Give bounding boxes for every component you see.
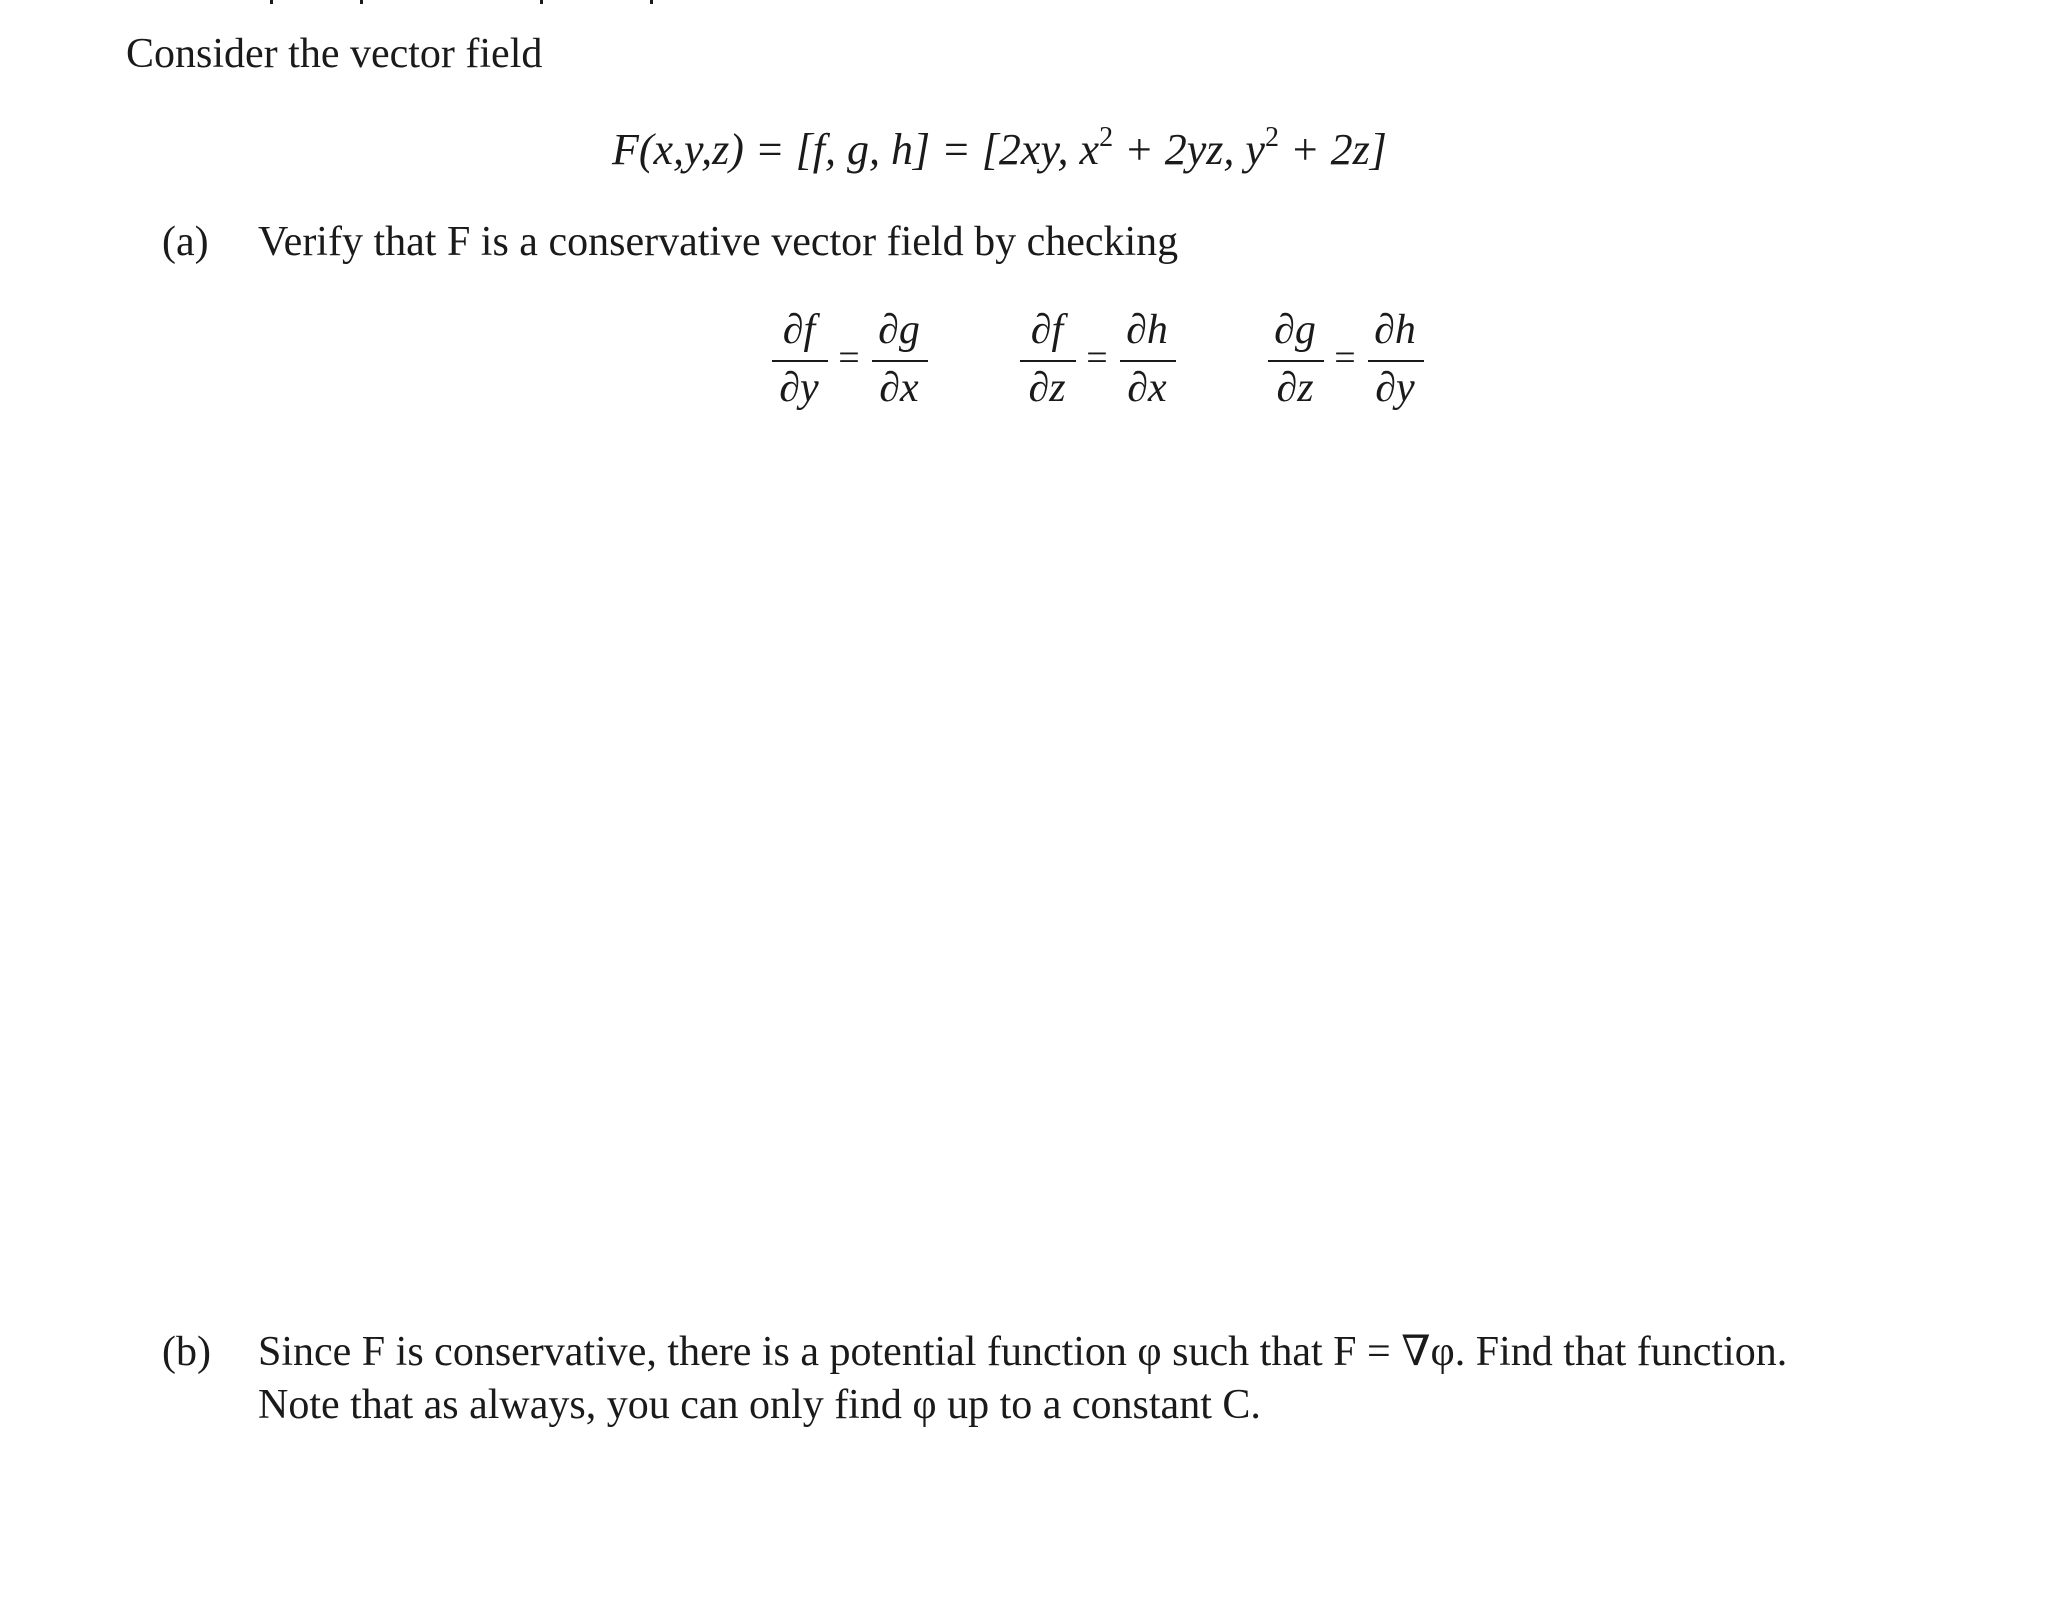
fraction-bar — [1268, 360, 1324, 362]
condition-3-left-num: ∂g — [1274, 307, 1316, 353]
condition-2-left-den: ∂z — [1028, 365, 1066, 411]
part-b-line-1: Since F is conservative, there is a potential function φ such that F = ∇φ. Find that function. — [258, 1329, 1788, 1375]
part-b-line-2: Note that as always, you can only find φ up to a constant C. — [258, 1382, 1261, 1428]
part-b-label: (b) — [162, 1329, 211, 1375]
condition-1-left-num: ∂f — [782, 307, 816, 353]
condition-2-right-den: ∂x — [1127, 365, 1167, 411]
condition-1-equals: = — [838, 337, 860, 379]
equation-exponent-1: 2 — [1099, 122, 1114, 154]
fraction-bar — [1368, 360, 1424, 362]
condition-2-right-num: ∂h — [1126, 307, 1168, 353]
condition-1-right-num: ∂g — [878, 307, 920, 353]
fraction-bar — [872, 360, 928, 362]
condition-1-right-den: ∂x — [879, 365, 919, 411]
equation-lhs: F(x,y,z) = [f, g, h] = [2xy, x — [612, 125, 1100, 174]
fraction-bar — [1020, 360, 1076, 362]
condition-2-left-fraction — [1016, 304, 1078, 424]
cropped-previous-line — [0, 0, 2046, 6]
condition-1-left-den: ∂y — [779, 365, 819, 411]
condition-3-left-fraction — [1264, 304, 1326, 424]
equation-middle: + 2yz, y — [1113, 125, 1265, 174]
part-a-label: (a) — [162, 219, 209, 265]
fraction-bar — [1120, 360, 1176, 362]
equation-exponent-2: 2 — [1264, 122, 1279, 154]
condition-2-left-num: ∂f — [1030, 307, 1064, 353]
condition-3-left-den: ∂z — [1276, 365, 1314, 411]
condition-2-equals: = — [1086, 337, 1108, 379]
condition-3-right-num: ∂h — [1374, 307, 1416, 353]
condition-3-right-fraction — [1364, 304, 1426, 424]
vector-field-equation — [612, 120, 1387, 180]
condition-3-equals: = — [1334, 337, 1356, 379]
condition-1-right-fraction — [868, 304, 930, 424]
condition-2-right-fraction — [1116, 304, 1178, 424]
condition-1-left-fraction — [768, 304, 830, 424]
equation-rhs: + 2z] — [1278, 125, 1387, 174]
part-a-text: Verify that F is a conservative vector field by checking — [258, 219, 1179, 265]
intro-text: Consider the vector field — [126, 31, 543, 77]
fraction-bar — [772, 360, 828, 362]
condition-3-right-den: ∂y — [1375, 365, 1415, 411]
